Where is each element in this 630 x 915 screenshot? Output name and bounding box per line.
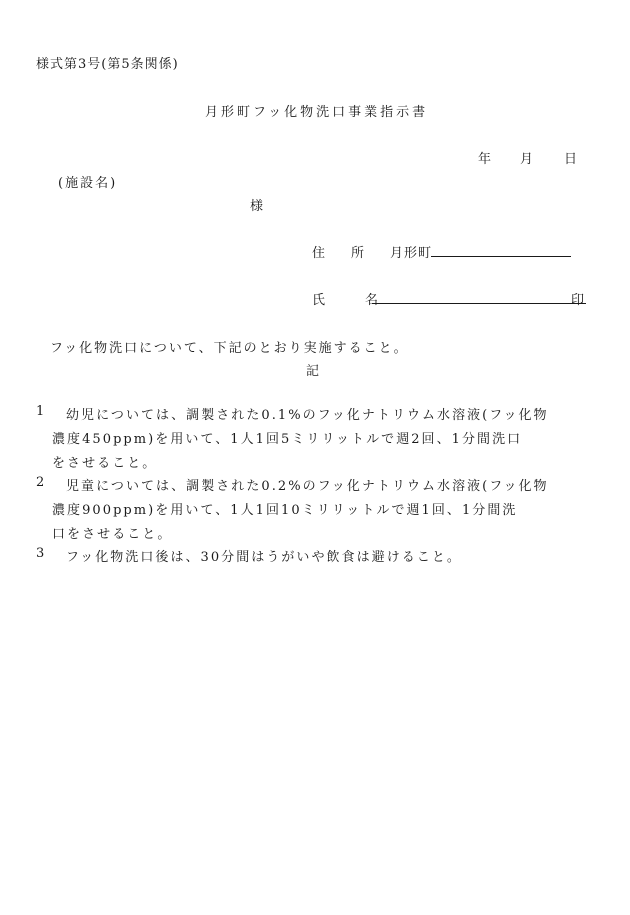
item-number: 2 (36, 475, 45, 490)
item-line: フッ化物洗口後は、30分間はうがいや飲食は避けること。 (66, 550, 462, 565)
name-label (312, 289, 378, 308)
form-number: 様式第3号(第5条関係) (36, 57, 179, 72)
item-line: 児童については、調製された0.2%のフッ化ナトリウム水溶液(フッ化物 (66, 479, 549, 494)
date-day-label: 日 (564, 152, 578, 167)
address-label (312, 242, 364, 261)
item-line: 幼児については、調製された0.1%のフッ化ナトリウム水溶液(フッ化物 (66, 408, 549, 423)
name-label-a: 氏 (312, 293, 326, 308)
address-fill-line[interactable] (431, 256, 571, 257)
date-year-label: 年 (478, 152, 492, 167)
addressee-suffix: 様 (250, 199, 264, 214)
ki-heading: 記 (306, 364, 320, 379)
intro-text: フッ化物洗口について、下記のとおり実施すること。 (50, 341, 409, 356)
facility-name-label: (施設名) (58, 176, 118, 191)
address-town: 月形町 (390, 246, 433, 261)
seal-mark: 印 (571, 293, 585, 308)
name-label-b: 名 (365, 293, 379, 308)
item-line: 濃度900ppm)を用いて、1人1回10ミリリットルで週1回、1分間洗 (52, 503, 518, 518)
item-line: 口をさせること。 (52, 527, 173, 542)
name-fill-line[interactable] (372, 303, 586, 304)
address-label-b: 所 (351, 246, 365, 261)
item-number: 1 (36, 404, 45, 419)
address-label-a: 住 (312, 246, 326, 261)
item-line: をさせること。 (52, 456, 158, 471)
item-line: 濃度450ppm)を用いて、1人1回5ミリリットルで週2回、1分間洗口 (52, 432, 523, 447)
date-line (478, 148, 577, 167)
item-number: 3 (36, 546, 45, 561)
date-month-label: 月 (520, 152, 534, 167)
document-title: 月形町フッ化物洗口事業指示書 (205, 105, 429, 120)
